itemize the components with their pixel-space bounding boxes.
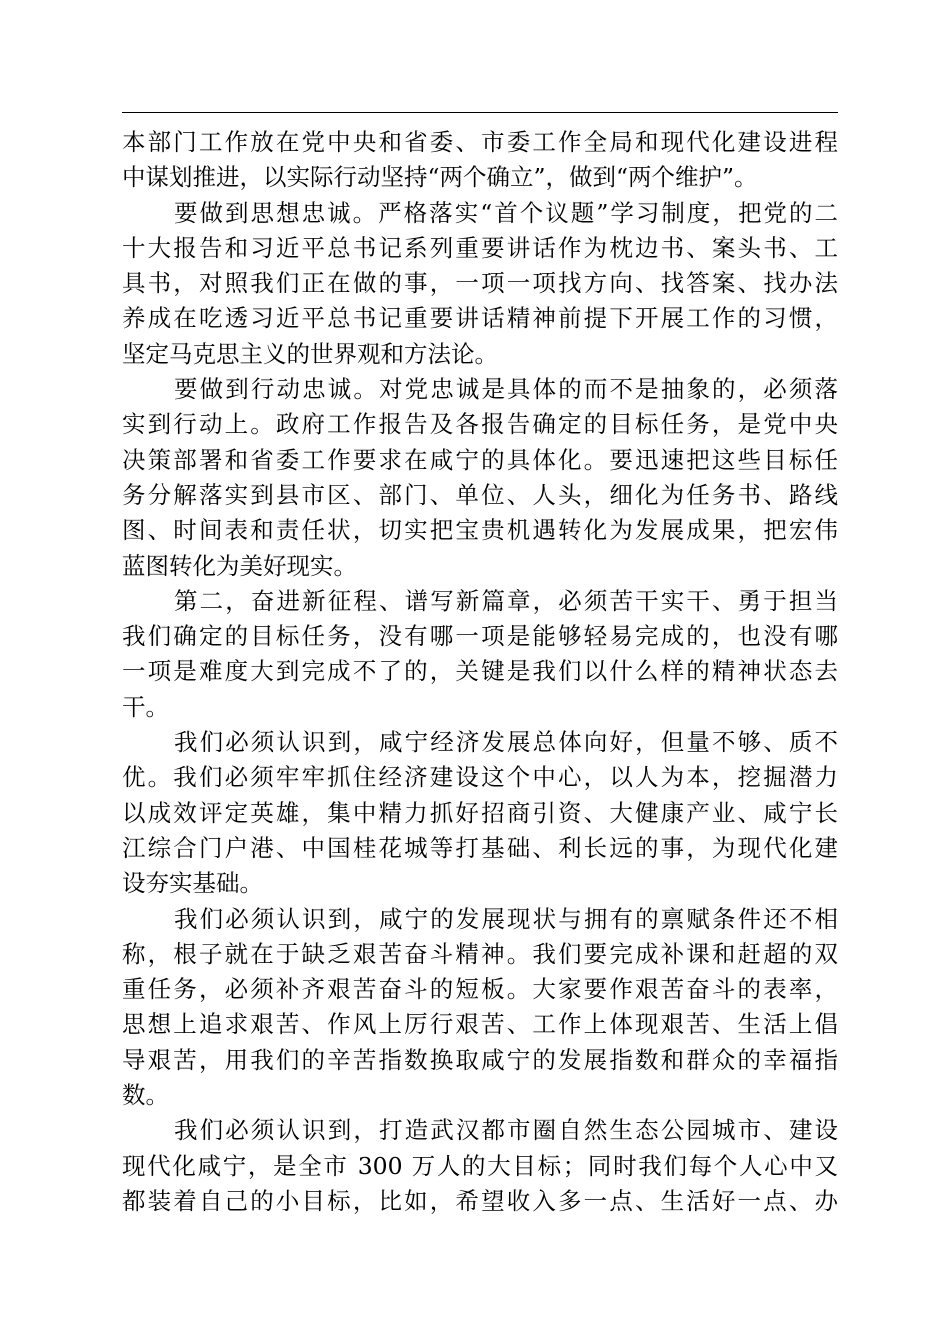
text-line: 江综合门户港、中国桂花城等打基础、利长远的事，为现代化建 — [122, 833, 838, 862]
text-line: 干。 — [122, 692, 169, 721]
text-line: 以成效评定英雄，集中精力抓好招商引资、大健康产业、咸宁长 — [122, 798, 838, 827]
text-line: 优。我们必须牢牢抓住经济建设这个中心，以人为本，挖掘潜力 — [122, 763, 838, 792]
text-line: 设夯实基础。 — [122, 869, 263, 898]
text-line: 图、时间表和责任状，切实把宝贵机遇转化为发展成果，把宏伟 — [122, 516, 838, 545]
text-line: 实到行动上。政府工作报告及各报告确定的目标任务，是党中央 — [122, 410, 838, 439]
text-line: 思想上追求艰苦、作风上厉行艰苦、工作上体现艰苦、生活上倡 — [122, 1010, 838, 1039]
text-line: 都装着自己的小目标，比如，希望收入多一点、生活好一点、办 — [122, 1186, 838, 1215]
text-line: 数。 — [122, 1081, 169, 1110]
text-line: 决策部署和省委工作要求在咸宁的具体化。要迅速把这些目标任 — [122, 445, 838, 474]
text-line: 具书，对照我们正在做的事，一项一项找方向、找答案、找办法 — [122, 269, 838, 298]
text-line: 务分解落实到县市区、部门、单位、人头，细化为任务书、路线 — [122, 480, 838, 509]
text-line: 重任务，必须补齐艰苦奋斗的短板。大家要作艰苦奋斗的表率， — [122, 975, 838, 1004]
text-line: 导艰苦，用我们的辛苦指数换取咸宁的发展指数和群众的幸福指 — [122, 1045, 838, 1074]
text-line: 我们必须认识到，咸宁经济发展总体向好，但量不够、质不 — [174, 728, 838, 757]
text-line: 蓝图转化为美好现实。 — [122, 551, 357, 580]
text-line: 我们确定的目标任务，没有哪一项是能够轻易完成的，也没有哪 — [122, 622, 838, 651]
text-line: 要做到思想忠诚。严格落实“首个议题”学习制度，把党的二 — [174, 198, 838, 227]
text-line: 本部门工作放在党中央和省委、市委工作全局和现代化建设进程 — [122, 128, 838, 156]
text-line: 一项是难度大到完成不了的，关键是我们以什么样的精神状态去 — [122, 657, 838, 686]
text-line: 第二，奋进新征程、谱写新篇章，必须苦干实干、勇于担当 — [174, 586, 838, 615]
text-line: 现代化咸宁，是全市 300 万人的大目标；同时我们每个人心中又 — [122, 1151, 838, 1180]
text-line: 养成在吃透习近平总书记重要讲话精神前提下开展工作的习惯， — [122, 304, 838, 333]
text-line: 要做到行动忠诚。对党忠诚是具体的而不是抽象的，必须落 — [174, 375, 838, 404]
body-text — [122, 125, 838, 1219]
header-rule — [122, 112, 838, 113]
text-line: 称，根子就在于缺乏艰苦奋斗精神。我们要完成补课和赶超的双 — [122, 939, 838, 968]
text-line: 中谋划推进，以实际行动坚持“两个确立”，做到“两个维护”。 — [122, 163, 758, 192]
text-line: 我们必须认识到，打造武汉都市圈自然生态公园城市、建设 — [174, 1116, 838, 1145]
text-line: 十大报告和习近平总书记系列重要讲话作为枕边书、案头书、工 — [122, 233, 838, 262]
text-line: 坚定马克思主义的世界观和方法论。 — [122, 339, 498, 368]
text-line: 我们必须认识到，咸宁的发展现状与拥有的禀赋条件还不相 — [174, 904, 838, 933]
